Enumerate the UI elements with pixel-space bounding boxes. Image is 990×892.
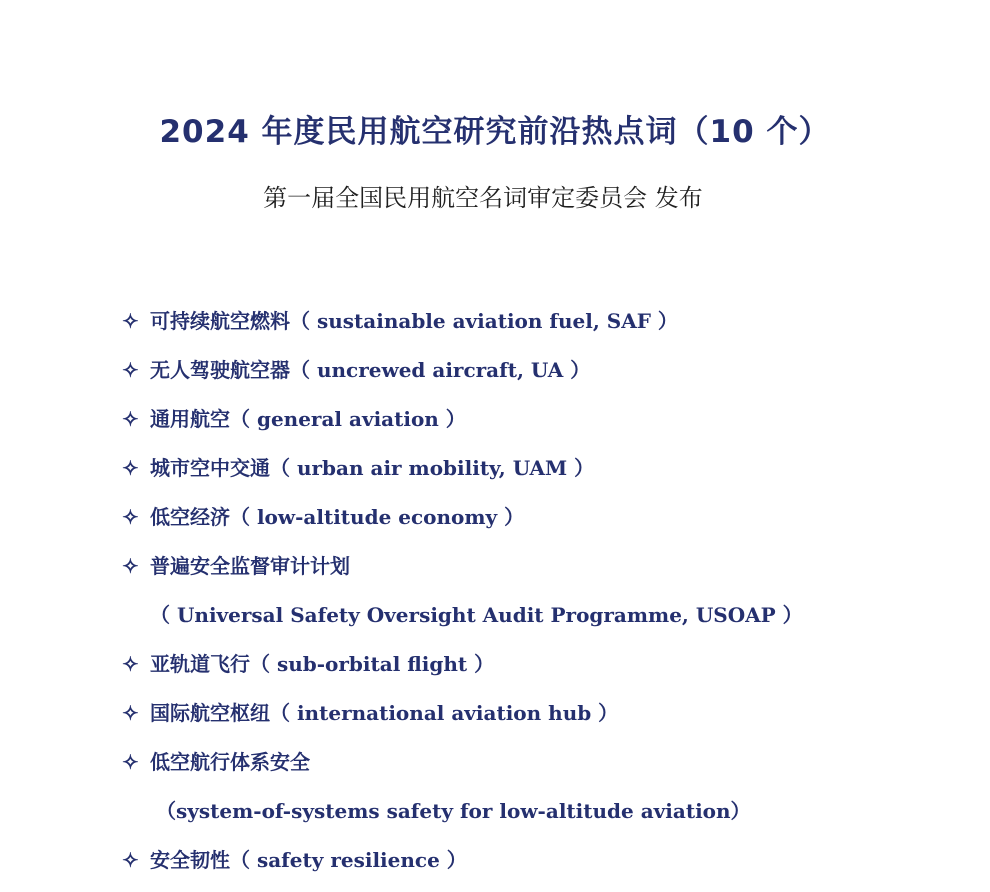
- term-item: [122, 549, 803, 598]
- publisher-subtitle: 第一届全国民用航空名词审定委员会 发布: [263, 184, 703, 212]
- term-cn: 无人驾驶航空器: [150, 358, 290, 382]
- term-item-continuation: [122, 598, 803, 647]
- star-bullet-icon: ✧: [122, 456, 139, 480]
- term-cn: 城市空中交通: [150, 456, 270, 480]
- term-en: （ general aviation ）: [230, 407, 466, 431]
- term-item: [122, 304, 803, 353]
- star-bullet-icon: ✧: [122, 407, 139, 431]
- term-en: （ international aviation hub ）: [270, 701, 619, 725]
- term-item: [122, 402, 803, 451]
- term-en: （ uncrewed aircraft, UA ）: [290, 358, 591, 382]
- star-bullet-icon: ✧: [122, 309, 139, 333]
- term-en: （ Universal Safety Oversight Audit Programme, USOAP ）: [150, 603, 803, 627]
- term-en: （ sustainable aviation fuel, SAF ）: [290, 309, 678, 333]
- term-cn: 低空经济: [150, 505, 230, 529]
- term-item: [122, 696, 803, 745]
- star-bullet-icon: ✧: [122, 652, 139, 676]
- term-list: [122, 304, 803, 892]
- term-cn: 可持续航空燃料: [150, 309, 290, 333]
- term-item: [122, 451, 803, 500]
- term-cn: 通用航空: [150, 407, 230, 431]
- term-en: （ urban air mobility, UAM ）: [270, 456, 595, 480]
- page-title: 2024 年度民用航空研究前沿热点词（10 个）: [159, 114, 831, 150]
- term-en: （ low-altitude economy ）: [230, 505, 525, 529]
- star-bullet-icon: ✧: [122, 701, 139, 725]
- term-en: （ safety resilience ）: [230, 848, 467, 872]
- term-item: [122, 353, 803, 402]
- term-item: [122, 843, 803, 892]
- term-cn: 亚轨道飞行: [150, 652, 250, 676]
- term-cn: 低空航行体系安全: [150, 750, 310, 774]
- star-bullet-icon: ✧: [122, 505, 139, 529]
- star-bullet-icon: ✧: [122, 554, 139, 578]
- term-item: [122, 500, 803, 549]
- term-en: （ sub-orbital flight ）: [250, 652, 495, 676]
- term-en: （system-of-systems safety for low-altitude aviation）: [156, 799, 751, 823]
- term-cn: 国际航空枢纽: [150, 701, 270, 725]
- term-cn: 普遍安全监督审计计划: [150, 554, 350, 578]
- term-item: [122, 745, 803, 794]
- star-bullet-icon: ✧: [122, 848, 139, 872]
- term-item: [122, 647, 803, 696]
- term-item-continuation: [122, 794, 803, 843]
- term-cn: 安全韧性: [150, 848, 230, 872]
- star-bullet-icon: ✧: [122, 358, 139, 382]
- star-bullet-icon: ✧: [122, 750, 139, 774]
